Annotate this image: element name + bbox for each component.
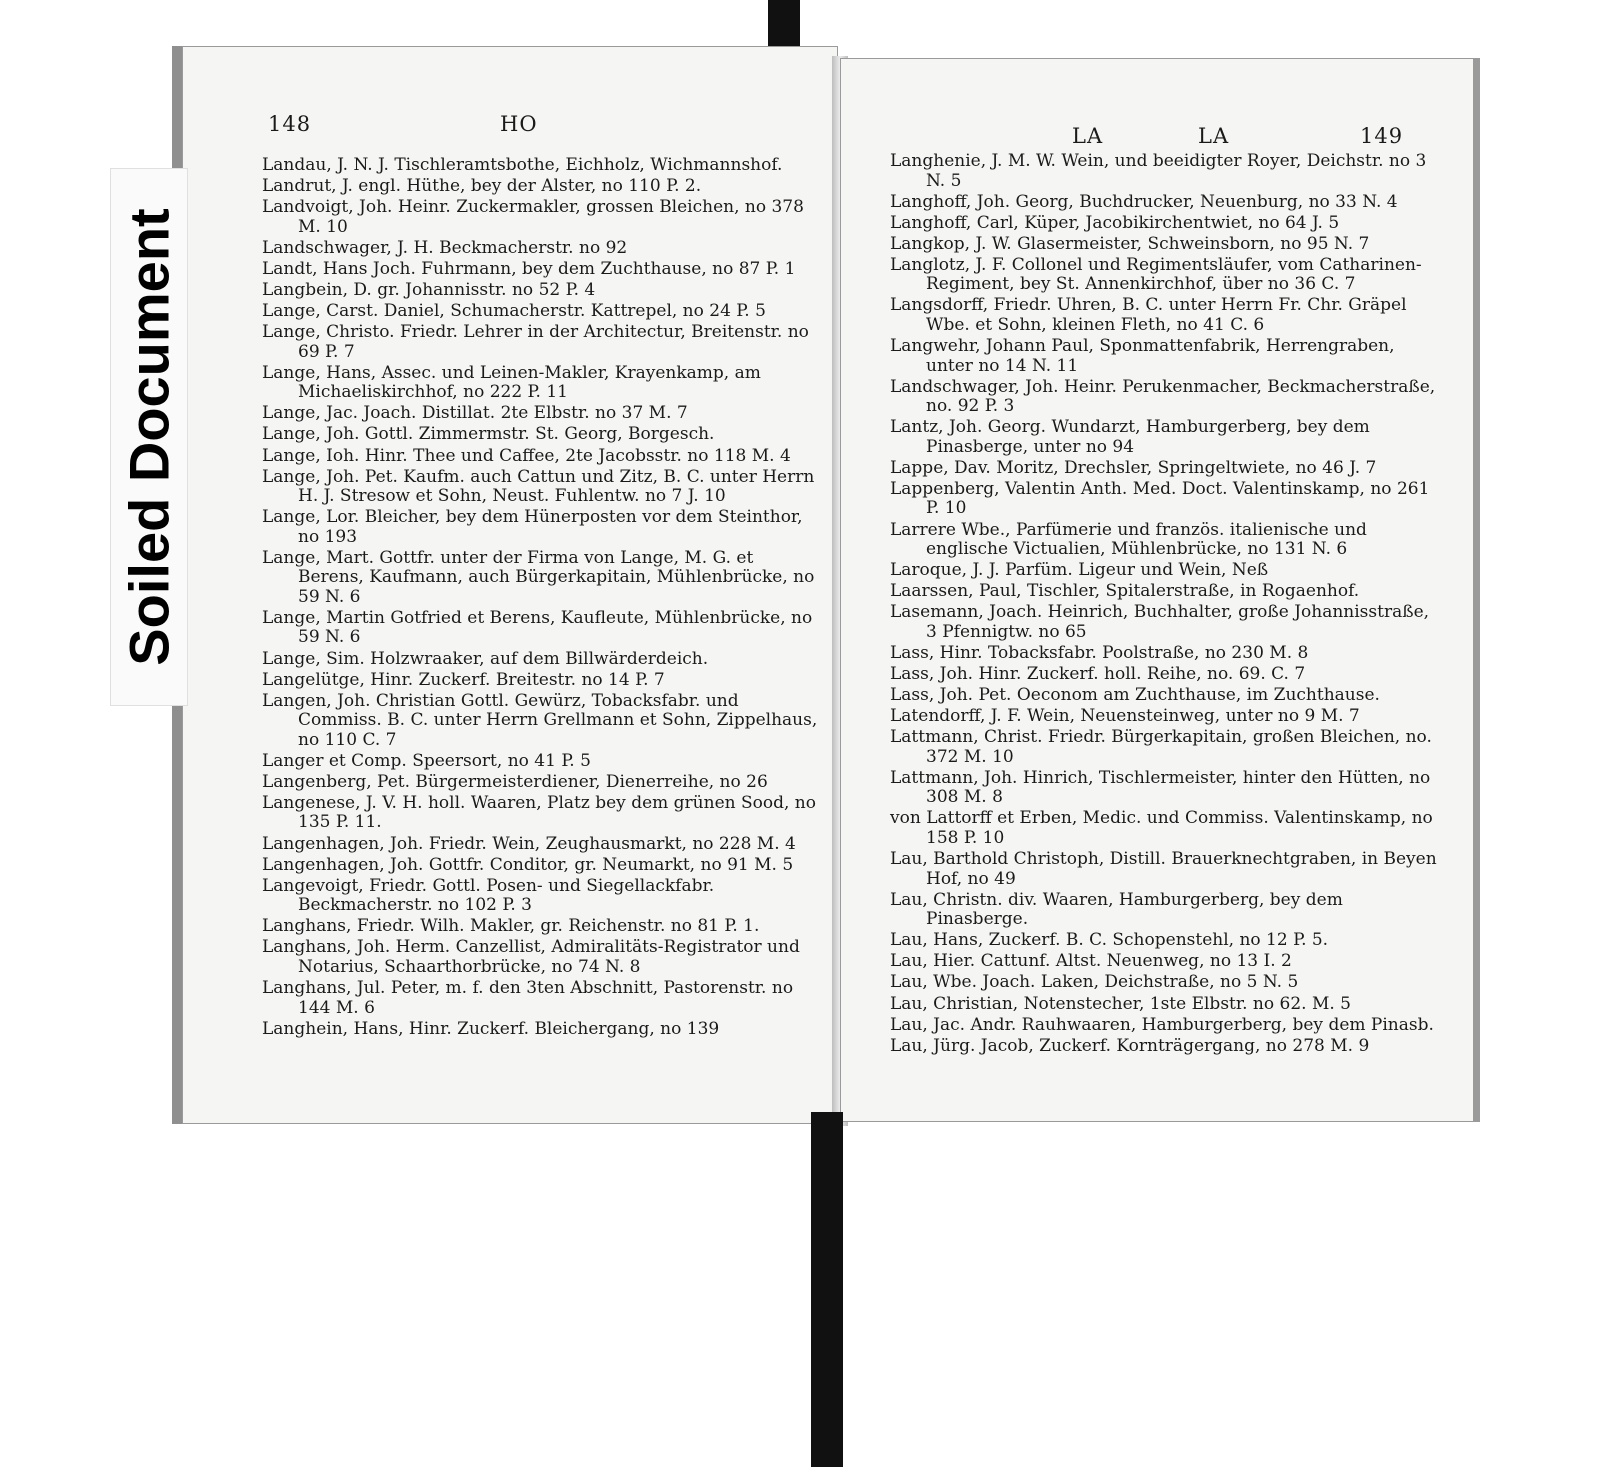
directory-entry: Langkop, J. W. Glasermeister, Schweinsborn, no 95 N. 7 [890,233,1370,254]
directory-entry: Lattmann, Joh. Hinrich, Tischlermeister, hinter den Hütten, no 308 M. 8 [890,767,1431,808]
directory-entry: Lange, Carst. Daniel, Schumacherstr. Kattrepel, no 24 P. 5 [262,301,766,322]
directory-entry: Lange, Martin Gotfried et Berens, Kaufleute, Mühlenbrücke, no 59 N. 6 [262,607,813,648]
directory-entry: von Lattorff et Erben, Medic. und Commiss. Valentinskamp, no 158 P. 10 [890,808,1433,848]
left-entry-list [262,156,822,1041]
directory-entry: Langhans, Joh. Herm. Canzellist, Admiralitäts-Registrator und Notarius, Schaarthorbrücke, no 74 N. 8 [262,937,800,977]
directory-entry: Lau, Barthold Christoph, Distill. Brauerknechtgraben, in Beyen Hof, no 49 [890,849,1437,889]
bookmark-ribbon-bottom [811,1112,843,1467]
directory-entry: Lange, Mart. Gottfr. unter der Firma von Lange, M. G. et Berens, Kaufmann, auch Bürgerkapitain, Mühlenbrücke, no 59 N. 6 [262,547,815,607]
directory-entry: Lappenberg, Valentin Anth. Med. Doct. Valentinskamp, no 261 P. 10 [890,478,1430,519]
directory-entry: Langevoigt, Friedr. Gottl. Posen- und Siegellackfabr. Beckmacherstr. no 102 P. 3 [262,875,715,916]
directory-entry: Langenberg, Pet. Bürgermeisterdiener, Dienerreihe, no 26 [262,771,768,792]
left-page-number: 148 [268,112,312,136]
right-running-head-left: LA [1072,124,1104,148]
open-book [172,46,1480,1124]
directory-entry: Lass, Hinr. Tobacksfabr. Poolstraße, no 230 M. 8 [890,642,1309,663]
directory-entry: Langer et Comp. Speersort, no 41 P. 5 [262,750,591,771]
directory-entry: Lau, Jürg. Jacob, Zuckerf. Kornträgergang, no 278 M. 9 [890,1035,1370,1056]
directory-entry: Laroque, J. J. Parfüm. Ligeur und Wein, Neß [890,560,1269,581]
directory-entry: Lattmann, Christ. Friedr. Bürgerkapitain, großen Bleichen, no. 372 M. 10 [890,727,1432,767]
directory-entry: Lange, Jac. Joach. Distillat. 2te Elbstr. no 37 M. 7 [262,403,688,424]
directory-entry: Langenhagen, Joh. Gottfr. Conditor, gr. Neumarkt, no 91 M. 5 [262,854,794,875]
directory-entry: Lass, Joh. Pet. Oeconom am Zuchthause, im Zuchthause. [890,685,1380,706]
directory-entry: Lau, Wbe. Joach. Laken, Deichstraße, no 5 N. 5 [890,972,1299,993]
directory-entry: Lau, Hier. Cattunf. Altst. Neuenweg, no 13 I. 2 [890,951,1292,972]
directory-entry: Latendorff, J. F. Wein, Neuensteinweg, unter no 9 M. 7 [890,706,1360,727]
right-entry-list [890,152,1440,1058]
directory-entry: Lau, Christn. div. Waaren, Hamburgerberg, bey dem Pinasberge. [890,889,1343,930]
right-running-head-right: LA [1198,124,1230,148]
directory-entry: Langen, Joh. Christian Gottl. Gewürz, Tobacksfabr. und Commiss. B. C. unter Herrn Grellmann et Sohn, Zippelhaus, no 110 C. 7 [262,690,818,750]
directory-entry: Langhoff, Carl, Küper, Jacobikirchentwiet, no 64 J. 5 [890,212,1340,233]
right-page-number: 149 [1360,124,1404,148]
directory-entry: Lass, Joh. Hinr. Zuckerf. holl. Reihe, no. 69. C. 7 [890,664,1306,684]
directory-entry: Lange, Christo. Friedr. Lehrer in der Architectur, Breitenstr. no 69 P. 7 [262,322,809,362]
directory-entry: Lau, Jac. Andr. Rauhwaaren, Hamburgerberg, bey dem Pinasb. [890,1014,1434,1035]
directory-entry: Lantz, Joh. Georg. Wundarzt, Hamburgerberg, bey dem Pinasberge, unter no 94 [890,417,1370,457]
directory-entry: Langbein, D. gr. Johannisstr. no 52 P. 4 [262,279,596,300]
directory-entry: Langhoff, Joh. Georg, Buchdrucker, Neuenburg, no 33 N. 4 [890,191,1398,212]
directory-entry: Lau, Hans, Zuckerf. B. C. Schopenstehl, no 12 P. 5. [890,930,1329,951]
left-page [172,46,838,1124]
directory-entry: Langwehr, Johann Paul, Sponmattenfabrik, Herrengraben, unter no 14 N. 11 [890,336,1395,376]
soiled-document-stamp [110,168,188,706]
directory-entry: Langhein, Hans, Hinr. Zuckerf. Bleichergang, no 139 [262,1018,720,1039]
directory-entry: Lau, Christian, Notenstecher, 1ste Elbstr. no 62. M. 5 [890,993,1351,1014]
directory-entry: Langelütge, Hinr. Zuckerf. Breitestr. no 14 P. 7 [262,669,665,690]
directory-entry: Langhans, Jul. Peter, m. f. den 3ten Abschnitt, Pastorenstr. no 144 M. 6 [262,978,794,1018]
directory-entry: Lange, Hans, Assec. und Leinen-Makler, Krayenkamp, am Michaeliskirchhof, no 222 P. 11 [262,362,761,403]
directory-entry: Landschwager, J. H. Beckmacherstr. no 92 [262,237,628,258]
directory-entry: Landschwager, Joh. Heinr. Perukenmacher, Beckmacherstraße, no. 92 P. 3 [890,376,1436,417]
directory-entry: Langsdorff, Friedr. Uhren, B. C. unter Herrn Fr. Chr. Gräpel Wbe. et Sohn, kleinen Fleth, no 41 C. 6 [890,295,1407,335]
left-running-head: HO [500,112,538,136]
directory-entry: Langlotz, J. F. Collonel und Regimentsläufer, vom Catharinen-Regiment, bey St. Annenkirchhof, über no 36 C. 7 [890,254,1422,295]
directory-entry: Lange, Joh. Gottl. Zimmermstr. St. Georg, Borgesch. [262,424,715,445]
directory-entry: Lange, Joh. Pet. Kaufm. auch Cattun und Zitz, B. C. unter Herrn H. J. Stresow et Sohn, Neust. Fuhlentw. no 7 J. 10 [262,466,815,507]
directory-entry: Landau, J. N. J. Tischleramtsbothe, Eichholz, Wichmannshof. [262,155,783,175]
directory-entry: Lange, Lor. Bleicher, bey dem Hünerposten vor dem Steinthor, no 193 [262,507,803,547]
directory-entry: Langhans, Friedr. Wilh. Makler, gr. Reichenstr. no 81 P. 1. [262,916,760,937]
directory-entry: Lasemann, Joach. Heinrich, Buchhalter, große Johannisstraße, 3 Pfennigtw. no 65 [890,602,1430,642]
directory-entry: Landt, Hans Joch. Fuhrmann, bey dem Zuchthause, no 87 P. 1 [262,258,796,279]
directory-entry: Lange, Sim. Holzwraaker, auf dem Billwärderdeich. [262,648,709,669]
directory-entry: Laarssen, Paul, Tischler, Spitalerstraße, in Rogaenhof. [890,581,1360,602]
right-page [840,58,1480,1122]
directory-entry: Langenese, J. V. H. holl. Waaren, Platz bey dem grünen Sood, no 135 P. 11. [262,792,816,833]
directory-entry: Lappe, Dav. Moritz, Drechsler, Springeltwiete, no 46 J. 7 [890,457,1377,478]
directory-entry: Lange, Ioh. Hinr. Thee und Caffee, 2te Jacobsstr. no 118 M. 4 [262,445,791,466]
directory-entry: Landvoigt, Joh. Heinr. Zuckermakler, grossen Bleichen, no 378 M. 10 [262,197,804,237]
directory-entry: Landrut, J. engl. Hüthe, bey der Alster, no 110 P. 2. [262,176,702,197]
directory-entry: Larrere Wbe., Parfümerie und französ. italienische und englische Victualien, Mühlenbrücke, no 131 N. 6 [890,519,1367,560]
directory-entry: Langenhagen, Joh. Friedr. Wein, Zeughausmarkt, no 228 M. 4 [262,833,796,854]
directory-entry: Langhenie, J. M. W. Wein, und beeidigter Royer, Deichstr. no 3 N. 5 [890,151,1427,191]
stamp-label: Soiled Document [117,208,181,666]
